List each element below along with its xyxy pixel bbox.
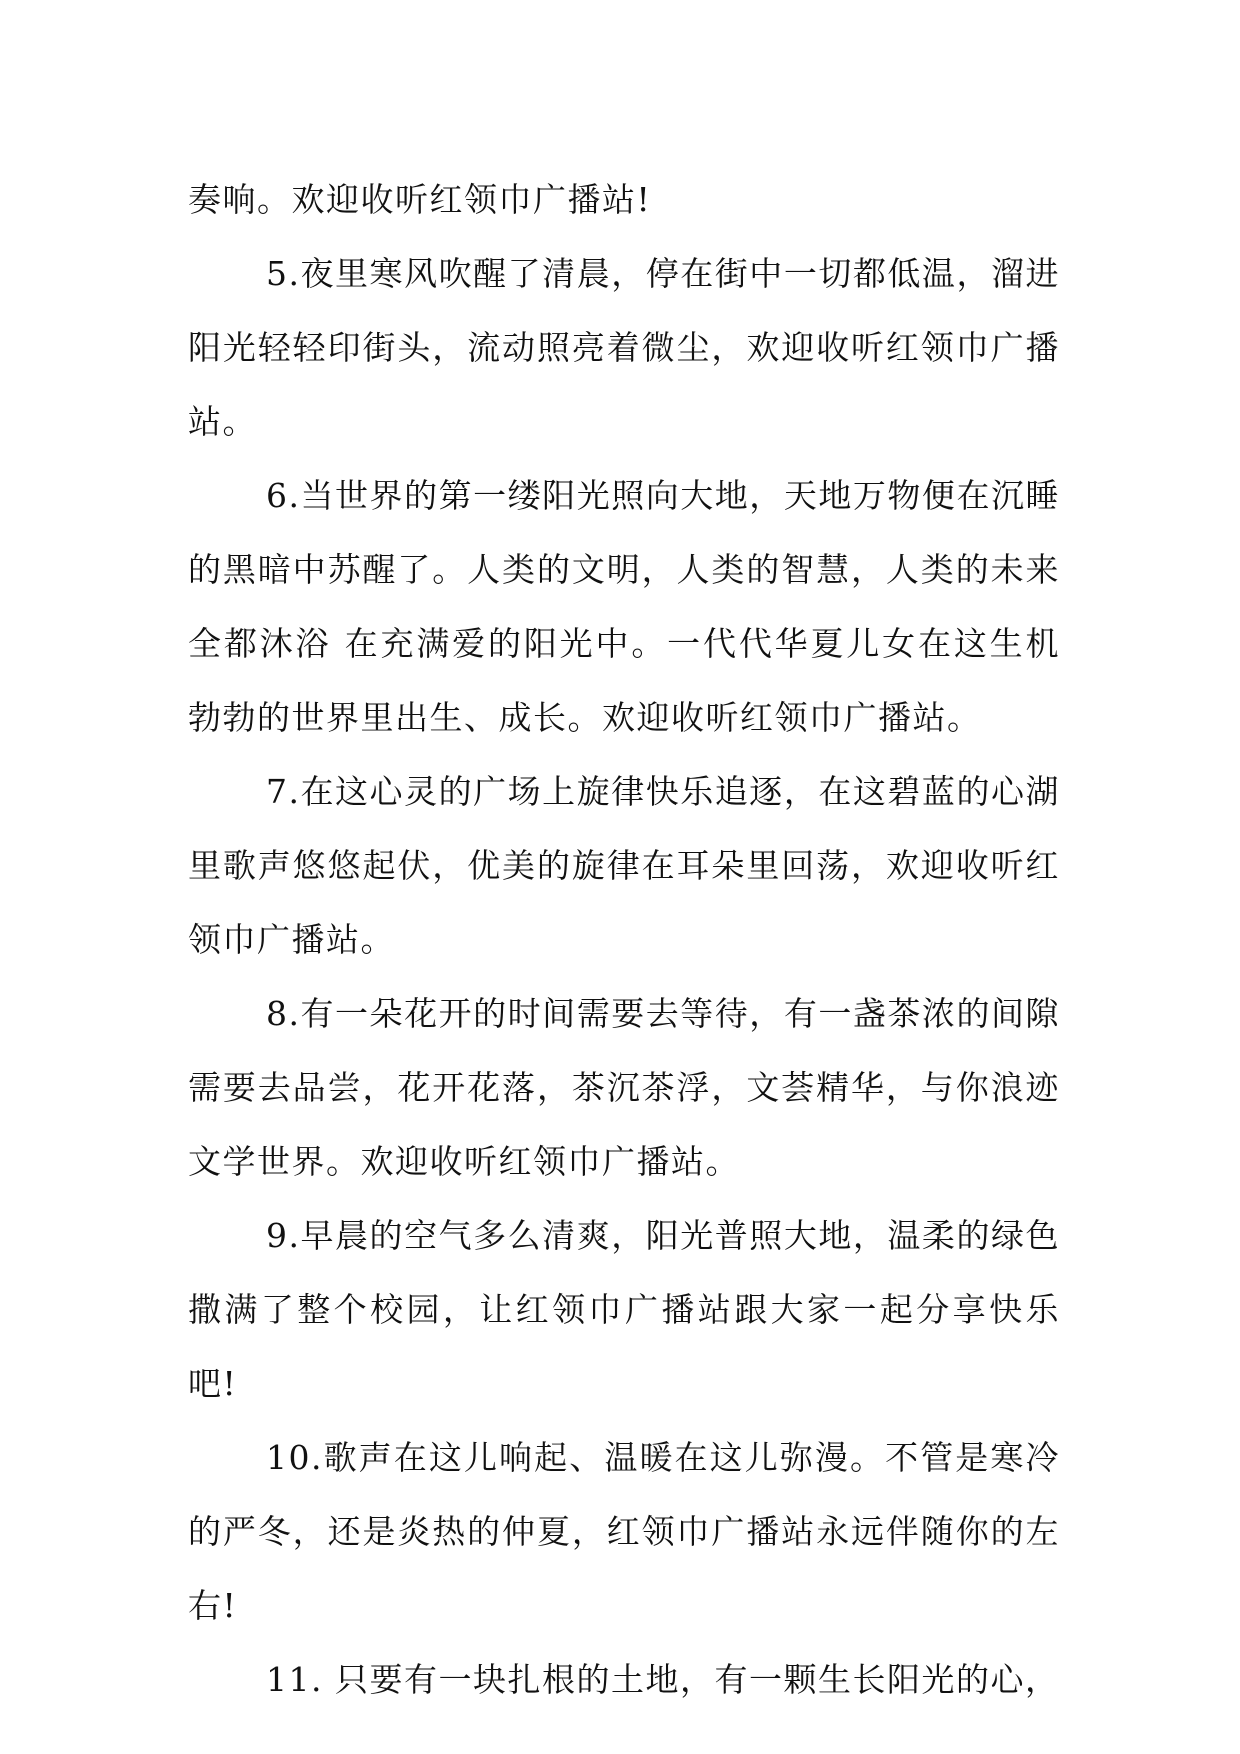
paragraph-item-7: 7.在这心灵的广场上旋律快乐追逐，在这碧蓝的心湖里歌声悠悠起伏，优美的旋律在耳朵里回荡，欢迎收听红领巾广播站。: [188, 772, 1060, 959]
document-page: [188, 163, 1060, 1717]
paragraph-continuation: 奏响。欢迎收听红领巾广播站!: [188, 180, 652, 219]
paragraph-item-9: 9.早晨的空气多么清爽，阳光普照大地，温柔的绿色撒满了整个校园，让红领巾广播站跟大家一起分享快乐吧!: [188, 1216, 1060, 1403]
paragraph-item-10: 10.歌声在这儿响起、温暖在这儿弥漫。不管是寒冷的严冬，还是炎热的仲夏，红领巾广播站永远伴随你的左右!: [188, 1438, 1060, 1625]
paragraph-item-11: 11. 只要有一块扎根的土地，有一颗生长阳光的心，: [266, 1660, 1060, 1699]
paragraph-item-8: 8.有一朵花开的时间需要去等待，有一盏茶浓的间隙需要去品尝，花开花落，茶沉茶浮，文荟精华，与你浪迹文学世界。欢迎收听红领巾广播站。: [188, 994, 1060, 1181]
paragraph-item-5: 5.夜里寒风吹醒了清晨，停在街中一切都低温，溜进阳光轻轻印街头，流动照亮着微尘，欢迎收听红领巾广播站。: [188, 254, 1060, 441]
paragraph-item-6: 6.当世界的第一缕阳光照向大地，天地万物便在沉睡的黑暗中苏醒了。人类的文明，人类的智慧，人类的未来全都沐浴 在充满爱的阳光中。一代代华夏儿女在这生机勃勃的世界里出生、成长。欢迎收听红领巾广播站。: [188, 476, 1060, 737]
